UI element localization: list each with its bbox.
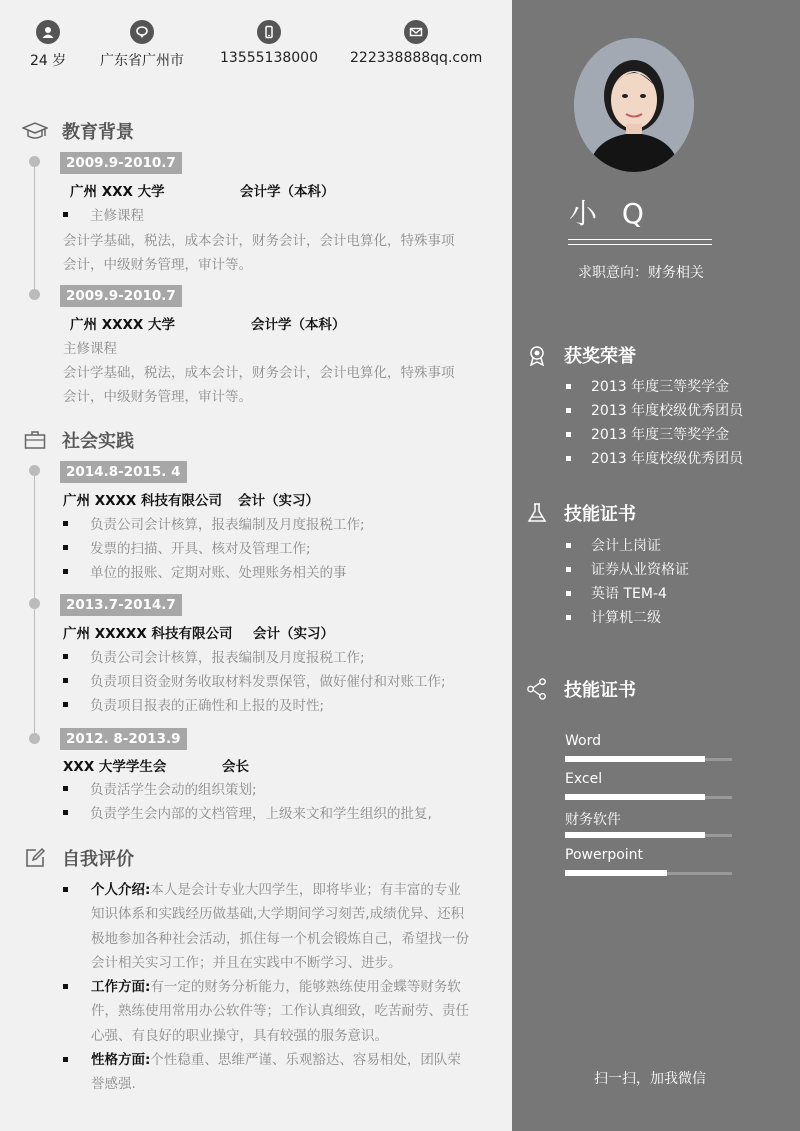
award-text: 2013 年度三等奖学金	[591, 379, 730, 395]
wechat-scan-text: 扫一扫，加我微信	[594, 1071, 706, 1087]
cert-item	[566, 583, 667, 603]
practice-org: 广州 XXXX 科技有限公司	[63, 493, 223, 509]
timeline-dot	[29, 733, 40, 744]
age-text: 24 岁	[30, 53, 67, 69]
skill-name: Excel	[565, 771, 603, 787]
self-eval-text: 有一定的财务分析能力，能够熟练使用金蝶等财务软件，熟练使用常用办公软件等；工作认真细致，吃苦耐劳、责任心强、有良好的职业操守，具有较强的服务意识。	[91, 979, 469, 1044]
briefcase-icon	[22, 427, 48, 453]
course-text: 会计，中级财务管理，审计等。	[63, 389, 252, 405]
awards-heading	[526, 342, 636, 368]
practice-role: 会计（实习）	[253, 626, 334, 642]
bullet	[566, 615, 571, 620]
school-major: 会计学（本科）	[251, 317, 346, 333]
timeline-dot	[29, 289, 40, 300]
school-major: 会计学（本科）	[240, 184, 335, 200]
practice-item-text: 负责公司会计核算，报表编制及月度报税工作;	[90, 650, 365, 666]
timeline-dot	[29, 465, 40, 476]
award-item	[566, 376, 729, 396]
practice-item	[63, 694, 324, 714]
timeline-dot	[29, 156, 40, 167]
mail-icon	[404, 20, 428, 44]
practice-item-text: 负责公司会计核算，报表编制及月度报税工作;	[90, 517, 365, 533]
skill-bar-fill	[565, 756, 705, 762]
bullet	[566, 591, 571, 596]
cert-text: 会计上岗证	[591, 538, 661, 554]
flask-icon	[526, 502, 548, 524]
avatar	[574, 38, 694, 172]
bullet	[566, 567, 571, 572]
bullet	[63, 984, 68, 989]
self-eval-title: 自我评价	[62, 849, 134, 870]
practice-role: 会长	[222, 759, 249, 775]
bullet	[63, 654, 68, 659]
course-label: 主修课程	[90, 208, 144, 224]
bullet	[566, 456, 571, 461]
bullet	[63, 678, 68, 683]
profile-name: 小 Q	[569, 197, 652, 230]
name-divider	[568, 244, 712, 245]
skill-name: 财务软件	[565, 812, 621, 828]
self-eval-label: 个人介绍:	[91, 882, 151, 898]
practice-org: XXX 大学学生会	[63, 759, 167, 775]
course-label: 主修课程	[63, 341, 117, 357]
self-eval-item	[63, 878, 473, 976]
practice-item	[63, 646, 365, 666]
bullet	[63, 545, 68, 550]
skill-bar-fill	[565, 794, 705, 800]
self-eval-item	[63, 975, 473, 1048]
location-text: 广东省广州市	[100, 53, 184, 69]
self-eval-label: 性格方面:	[91, 1052, 151, 1068]
self-eval-text: 个性稳重、思维严谨、乐观豁达、容易相处，团队荣誉感强.	[91, 1052, 461, 1093]
bullet	[566, 384, 571, 389]
award-item	[566, 448, 743, 468]
practice-org: 广州 XXXXX 科技有限公司	[63, 626, 233, 642]
education-date: 2009.9-2010.7	[60, 152, 182, 174]
award-text: 2013 年度三等奖学金	[591, 427, 730, 443]
bullet	[566, 432, 571, 437]
bullet	[63, 887, 68, 892]
share-icon	[526, 678, 548, 700]
certs-title: 技能证书	[564, 504, 636, 525]
location-icon	[130, 20, 154, 44]
job-intent: 求职意向：财务相关	[578, 265, 704, 281]
bullet	[566, 408, 571, 413]
practice-heading	[22, 427, 134, 453]
self-eval-text: 本人是会计专业大四学生，即将毕业；有丰富的专业知识体系和实践经历做基础,大学期间学习刻苦,成绩优异、还积极地参加各种社会活动，抓住每一个机会锻炼自己，希望找一份会计相关实习工作；并且在实践中不断学习、进步。	[91, 882, 469, 972]
practice-item-text: 发票的扫描、开具、核对及管理工作;	[90, 541, 311, 557]
cert-text: 计算机二级	[591, 610, 661, 626]
name-divider	[568, 239, 712, 240]
cert-text: 证券从业资格证	[591, 562, 689, 578]
education-heading	[22, 118, 134, 144]
practice-item-text: 负责学生会内部的文档管理，上级来文和学生组织的批复,	[90, 806, 432, 822]
practice-item	[63, 778, 257, 798]
cert-item	[566, 535, 661, 555]
contact-location	[100, 20, 184, 70]
practice-item-text: 负责项目报表的正确性和上报的及时性;	[90, 698, 325, 714]
practice-role: 会计（实习）	[238, 493, 319, 509]
bullet	[63, 521, 68, 526]
course-label-row	[63, 204, 144, 224]
skill-bar-fill	[565, 870, 667, 876]
self-eval-item	[63, 1048, 473, 1097]
skill-name: Word	[565, 733, 601, 749]
award-item	[566, 424, 729, 444]
practice-item-text: 负责活学生会动的组织策划;	[90, 782, 257, 798]
awards-title: 获奖荣誉	[564, 346, 636, 367]
skill-bar-fill	[565, 832, 705, 838]
education-title: 教育背景	[62, 122, 134, 143]
timeline-dot	[29, 598, 40, 609]
skill-name: Powerpoint	[565, 847, 644, 863]
sidebar	[512, 0, 800, 1131]
practice-item	[63, 537, 311, 557]
bullet	[63, 786, 68, 791]
award-icon	[526, 344, 548, 366]
bullet	[63, 1057, 68, 1062]
bullet	[63, 810, 68, 815]
edit-icon	[22, 845, 48, 871]
contact-email	[350, 20, 482, 66]
contact-phone	[220, 20, 318, 66]
self-eval-label: 工作方面:	[91, 979, 151, 995]
cert-item	[566, 607, 661, 627]
award-text: 2013 年度校级优秀团员	[591, 451, 744, 467]
practice-date: 2012. 8-2013.9	[60, 728, 187, 750]
graduation-cap-icon	[22, 118, 48, 144]
practice-item	[63, 802, 432, 822]
course-text: 会计学基础，税法，成本会计，财务会计，会计电算化，特殊事项	[63, 365, 455, 381]
skills-title: 技能证书	[564, 680, 636, 701]
bullet	[63, 569, 68, 574]
award-text: 2013 年度校级优秀团员	[591, 403, 744, 419]
bullet	[566, 543, 571, 548]
school-name: 广州 XXXX 大学	[70, 317, 176, 333]
practice-date: 2013.7-2014.7	[60, 594, 182, 616]
phone-icon	[257, 20, 281, 44]
education-timeline	[34, 160, 35, 298]
practice-item-text: 单位的报账、定期对账、处理账务相关的事	[90, 565, 347, 581]
certs-heading	[526, 500, 636, 526]
contact-age	[30, 20, 66, 70]
self-eval-heading	[22, 845, 134, 871]
school-name: 广州 XXX 大学	[70, 184, 165, 200]
practice-item	[63, 513, 365, 533]
education-date: 2009.9-2010.7	[60, 285, 182, 307]
award-item	[566, 400, 743, 420]
cert-text: 英语 TEM-4	[591, 586, 667, 602]
phone-text: 13555138000	[220, 50, 318, 66]
bullet	[63, 702, 68, 707]
cert-item	[566, 559, 689, 579]
user-icon	[36, 20, 60, 44]
practice-title: 社会实践	[62, 431, 134, 452]
bullet	[63, 212, 68, 217]
practice-item	[63, 670, 446, 690]
skills-heading	[526, 676, 636, 702]
practice-item	[63, 561, 347, 581]
course-text: 会计学基础，税法，成本会计，财务会计，会计电算化，特殊事项	[63, 233, 455, 249]
practice-date: 2014.8-2015. 4	[60, 461, 187, 483]
practice-item-text: 负责项目资金财务收取材料发票保管，做好催付和对账工作;	[90, 674, 446, 690]
course-text: 会计，中级财务管理，审计等。	[63, 257, 252, 273]
email-text: 222338888qq.com	[350, 50, 483, 66]
